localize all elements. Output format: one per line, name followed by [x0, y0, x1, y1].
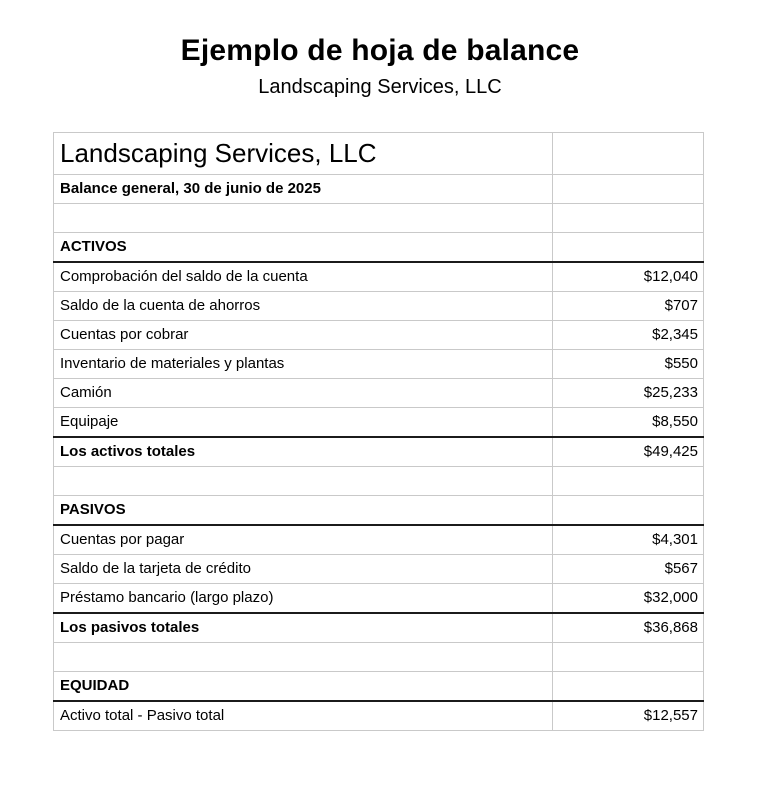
table-row [54, 613, 704, 643]
row-value-cell [553, 495, 704, 525]
row-label-cell [54, 466, 553, 495]
table-row [54, 349, 704, 378]
table-row [54, 701, 704, 731]
row-label-cell: Activo total - Pasivo total [54, 701, 553, 731]
table-row [54, 583, 704, 613]
table-row [54, 320, 704, 349]
table-row [54, 437, 704, 467]
row-value-cell: $8,550 [553, 407, 704, 437]
row-label-cell: Saldo de la tarjeta de crédito [54, 554, 553, 583]
table-row [54, 174, 704, 203]
row-label-cell: ACTIVOS [54, 232, 553, 262]
row-value-cell: $567 [553, 554, 704, 583]
page-title: Ejemplo de hoja de balance [180, 34, 580, 67]
row-value-cell: $25,233 [553, 378, 704, 407]
row-value-cell: $12,040 [553, 262, 704, 292]
row-value-cell: $707 [553, 291, 704, 320]
row-label-cell: Inventario de materiales y plantas [54, 349, 553, 378]
row-label-cell: Los pasivos totales [54, 613, 553, 643]
row-label-cell: Los activos totales [54, 437, 553, 467]
balance-sheet-body [54, 132, 704, 730]
balance-sheet-table [53, 132, 704, 731]
table-row [54, 132, 704, 174]
row-label-cell: Saldo de la cuenta de ahorros [54, 291, 553, 320]
table-row [54, 262, 704, 292]
row-label-cell: Comprobación del saldo de la cuenta [54, 262, 553, 292]
row-value-cell [553, 132, 704, 174]
row-label-cell: Cuentas por pagar [54, 525, 553, 555]
row-label-cell: Landscaping Services, LLC [54, 132, 553, 174]
row-value-cell: $550 [553, 349, 704, 378]
row-label-cell: Préstamo bancario (largo plazo) [54, 583, 553, 613]
table-row [54, 554, 704, 583]
table-row [54, 466, 704, 495]
row-value-cell: $2,345 [553, 320, 704, 349]
table-row [54, 378, 704, 407]
row-value-cell [553, 671, 704, 701]
row-label-cell: EQUIDAD [54, 671, 553, 701]
table-row [54, 291, 704, 320]
row-value-cell [553, 466, 704, 495]
table-row [54, 407, 704, 437]
table-row [54, 525, 704, 555]
row-value-cell: $32,000 [553, 583, 704, 613]
row-value-cell [553, 642, 704, 671]
row-value-cell: $36,868 [553, 613, 704, 643]
table-row [54, 232, 704, 262]
row-label-cell [54, 642, 553, 671]
row-label-cell: Cuentas por cobrar [54, 320, 553, 349]
row-label-cell: PASIVOS [54, 495, 553, 525]
table-row [54, 642, 704, 671]
row-value-cell: $4,301 [553, 525, 704, 555]
page-subtitle: Landscaping Services, LLC [258, 75, 502, 98]
row-label-cell [54, 203, 553, 232]
row-label-cell: Equipaje [54, 407, 553, 437]
row-value-cell [553, 232, 704, 262]
row-value-cell: $12,557 [553, 701, 704, 731]
row-value-cell [553, 203, 704, 232]
page-header [0, 34, 760, 99]
row-label-cell: Balance general, 30 de junio de 2025 [54, 174, 553, 203]
table-row [54, 671, 704, 701]
table-row [54, 203, 704, 232]
row-label-cell: Camión [54, 378, 553, 407]
row-value-cell [553, 174, 704, 203]
row-value-cell: $49,425 [553, 437, 704, 467]
table-row [54, 495, 704, 525]
